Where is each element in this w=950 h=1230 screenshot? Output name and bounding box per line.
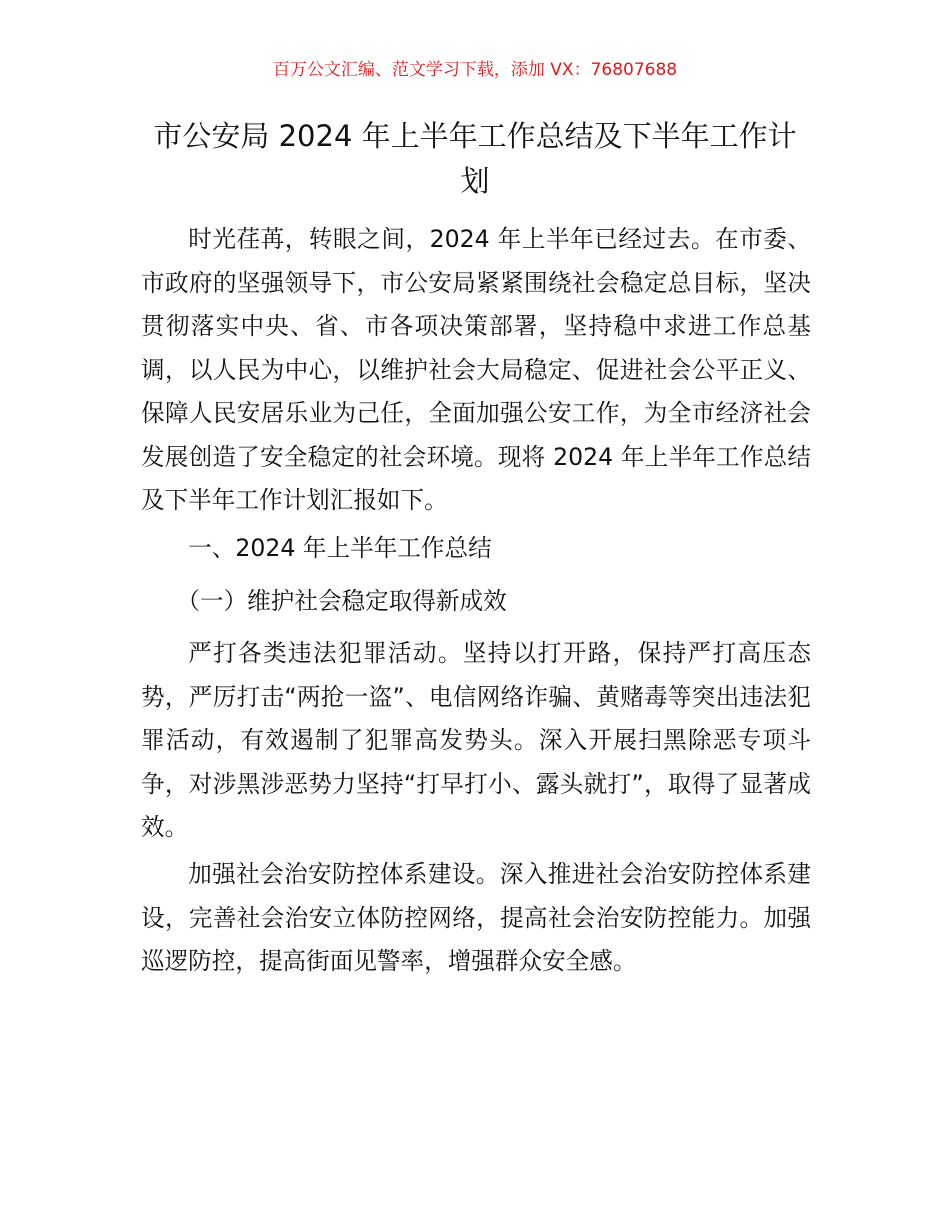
subsection-heading: （一）维护社会稳定取得新成效	[176, 587, 507, 615]
prevention-paragraph: 加强社会治安防控体系建设。深入推进社会治安防控体系建设，完善社会治安立体防控网络，提高社会治安防控能力。加强巡逻防控，提高街面见警率，增强群众安全感。	[141, 860, 811, 975]
watermark-banner: 百万公文汇编、范文学习下载，添加 VX：76807688	[272, 60, 678, 80]
section-heading: 一、2024 年上半年工作总结	[188, 534, 492, 562]
crackdown-paragraph: 严打各类违法犯罪活动。坚持以打开路，保持严打高压态势，严厉打击“两抢一盗”、电信网络诈骗、黄赌毒等突出违法犯罪活动，有效遏制了犯罪高发势头。深入开展扫黑除恶专项斗争，对涉黑涉恶势力坚持“打早打小、露头就打”，取得了显著成效。	[141, 639, 811, 841]
document-title: 市公安局 2024 年上半年工作总结及下半年工作计划	[153, 119, 797, 198]
intro-paragraph: 时光荏苒，转眼之间，2024 年上半年已经过去。在市委、市政府的坚强领导下，市公安局紧紧围绕社会稳定总目标，坚决贯彻落实中央、省、市各项决策部署，坚持稳中求进工作总基调，以人民为中心，以维护社会大局稳定、促进社会公平正义、保障人民安居乐业为己任，全面加强公安工作，为全市经济社会发展创造了安全稳定的社会环境。现将 2024 年上半年工作总结及下半年工作计划汇报如下。	[141, 225, 811, 514]
